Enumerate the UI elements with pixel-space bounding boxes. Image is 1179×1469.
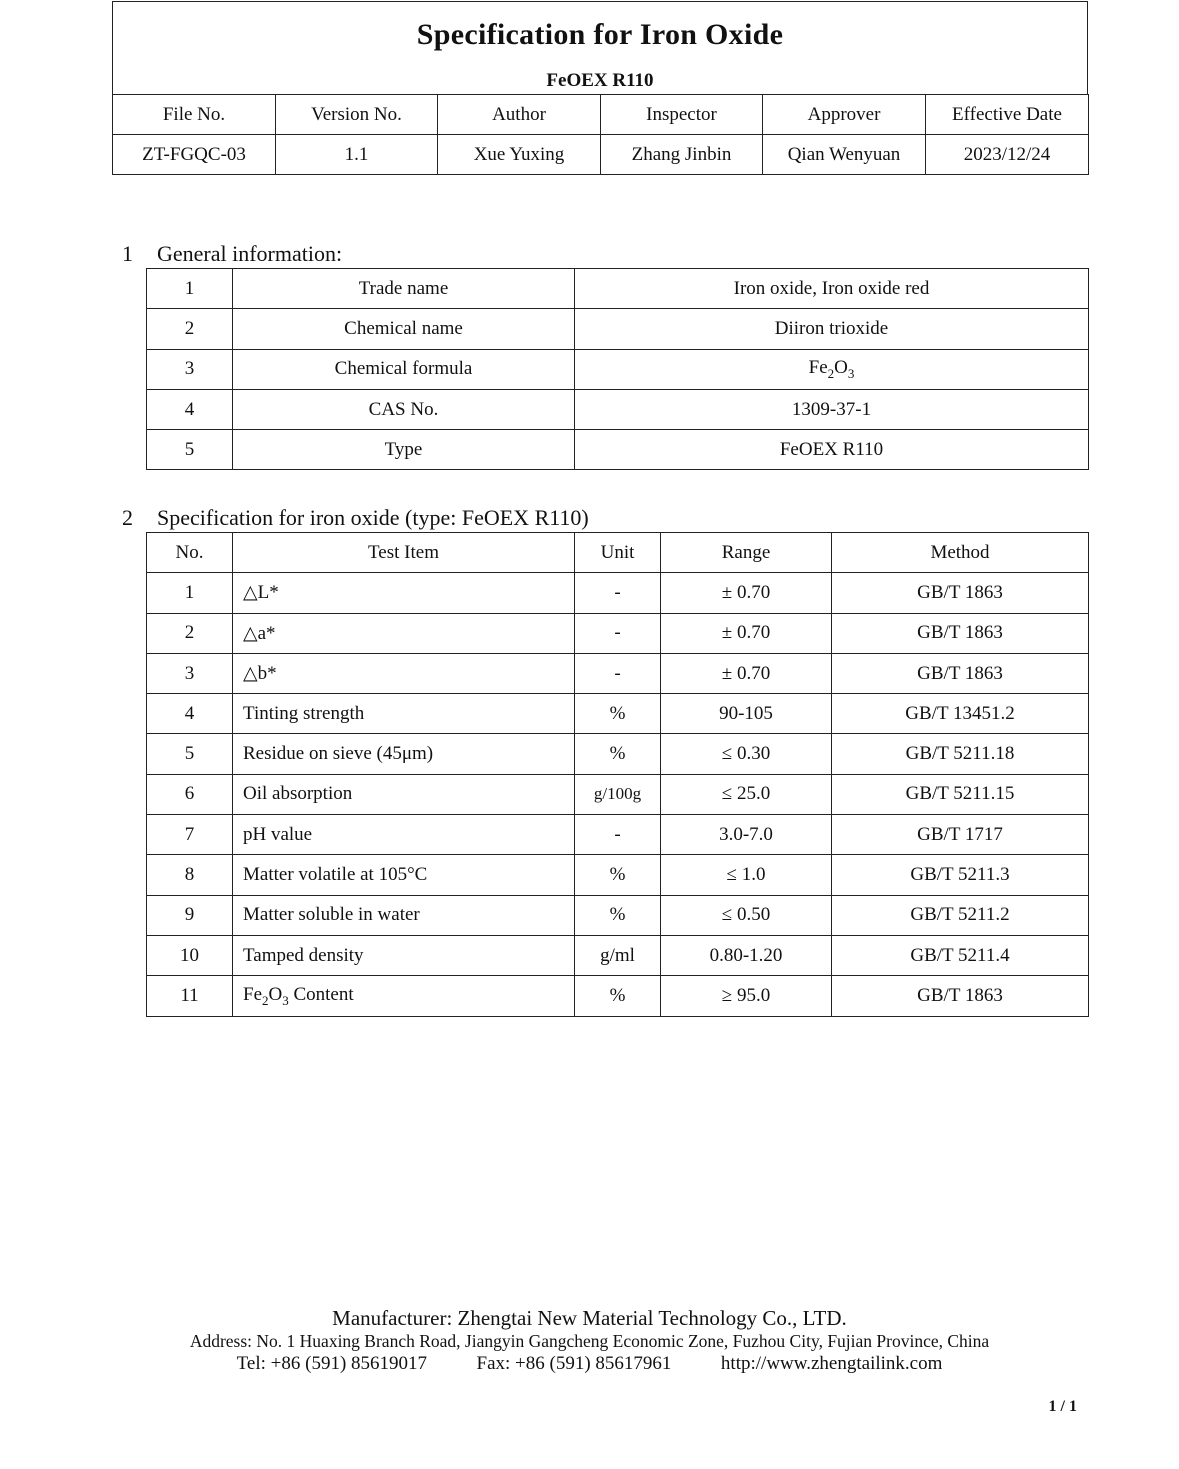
table-row <box>147 895 1089 935</box>
section-2-title: Specification for iron oxide (type: FeOEX R110) <box>157 505 589 530</box>
meta-version-no: 1.1 <box>276 135 438 175</box>
row-number: 5 <box>147 734 233 774</box>
meta-header-row <box>113 95 1089 135</box>
test-item-fe2o3-content <box>233 976 575 1016</box>
test-item: Tamped density <box>233 935 575 975</box>
header-no: No. <box>147 533 233 573</box>
formula-fe: Fe <box>808 356 828 378</box>
meta-value-row <box>113 135 1089 175</box>
row-number: 5 <box>147 430 233 470</box>
document-footer <box>0 1306 1179 1376</box>
general-information-table <box>146 268 1089 470</box>
unit: % <box>575 694 661 734</box>
unit: % <box>575 855 661 895</box>
table-row <box>147 694 1089 734</box>
unit: % <box>575 734 661 774</box>
row-number: 4 <box>147 694 233 734</box>
range: ≤ 1.0 <box>661 855 832 895</box>
header-range: Range <box>661 533 832 573</box>
unit: - <box>575 613 661 653</box>
method: GB/T 1863 <box>832 613 1089 653</box>
info-value: Iron oxide, Iron oxide red <box>575 269 1089 309</box>
specification-table <box>146 532 1089 1017</box>
range: ± 0.70 <box>661 653 832 693</box>
method: GB/T 5211.15 <box>832 774 1089 814</box>
method: GB/T 5211.2 <box>832 895 1089 935</box>
table-row <box>147 976 1089 1016</box>
table-row <box>147 430 1089 470</box>
table-row <box>147 734 1089 774</box>
spec-header-row <box>147 533 1089 573</box>
meta-header-inspector: Inspector <box>601 95 763 135</box>
table-row <box>147 349 1089 389</box>
unit: g/ml <box>575 935 661 975</box>
table-row <box>147 269 1089 309</box>
method: GB/T 5211.4 <box>832 935 1089 975</box>
meta-header-effective-date: Effective Date <box>926 95 1089 135</box>
formula-sub-3: 3 <box>282 992 289 1008</box>
info-value: 1309-37-1 <box>575 389 1089 429</box>
range: ≤ 0.50 <box>661 895 832 935</box>
table-row <box>147 613 1089 653</box>
website-link[interactable]: http://www.zhengtailink.com <box>720 1353 943 1374</box>
range: ± 0.70 <box>661 613 832 653</box>
meta-inspector: Zhang Jinbin <box>601 135 763 175</box>
range: ≤ 0.30 <box>661 734 832 774</box>
meta-header-approver: Approver <box>763 95 926 135</box>
formula-o: O <box>268 983 283 1005</box>
manufacturer-line: Manufacturer: Zhengtai New Material Technology Co., LTD. <box>332 1306 847 1330</box>
info-value: FeOEX R110 <box>575 430 1089 470</box>
test-item: Tinting strength <box>233 694 575 734</box>
row-number: 1 <box>147 573 233 613</box>
row-number: 4 <box>147 389 233 429</box>
range: 90-105 <box>661 694 832 734</box>
method: GB/T 5211.3 <box>832 855 1089 895</box>
document-subtitle: FeOEX R110 <box>546 70 654 91</box>
meta-header-author: Author <box>438 95 601 135</box>
test-item: Residue on sieve (45μm) <box>233 734 575 774</box>
test-item: pH value <box>233 815 575 855</box>
row-number: 11 <box>147 976 233 1016</box>
method: GB/T 1863 <box>832 573 1089 613</box>
test-item: Oil absorption <box>233 774 575 814</box>
info-label: CAS No. <box>233 389 575 429</box>
document-meta-table <box>112 94 1089 175</box>
table-row <box>147 389 1089 429</box>
row-number: 9 <box>147 895 233 935</box>
method: GB/T 5211.18 <box>832 734 1089 774</box>
row-number: 7 <box>147 815 233 855</box>
document-title: Specification for Iron Oxide <box>416 18 784 51</box>
row-number: 3 <box>147 653 233 693</box>
info-label: Trade name <box>233 269 575 309</box>
table-row <box>147 774 1089 814</box>
method: GB/T 1717 <box>832 815 1089 855</box>
header-method: Method <box>832 533 1089 573</box>
address-line: Address: No. 1 Huaxing Branch Road, Jiangyin Gangcheng Economic Zone, Fuzhou City, Fujian Province, China <box>189 1331 990 1351</box>
unit: % <box>575 895 661 935</box>
test-item: Matter soluble in water <box>233 895 575 935</box>
row-number: 2 <box>147 613 233 653</box>
info-label: Chemical name <box>233 309 575 349</box>
meta-effective-date: 2023/12/24 <box>926 135 1089 175</box>
meta-header-file-no: File No. <box>113 95 276 135</box>
meta-file-no: ZT-FGQC-03 <box>113 135 276 175</box>
info-label: Chemical formula <box>233 349 575 389</box>
meta-approver: Qian Wenyuan <box>763 135 926 175</box>
table-row <box>147 815 1089 855</box>
info-value: Diiron trioxide <box>575 309 1089 349</box>
method: GB/T 13451.2 <box>832 694 1089 734</box>
unit: % <box>575 976 661 1016</box>
formula-o: O <box>834 356 848 378</box>
telephone: Tel: +86 (591) 85619017 <box>236 1353 428 1374</box>
test-item: △a* <box>233 613 575 653</box>
range: 0.80-1.20 <box>661 935 832 975</box>
formula-sub-2: 2 <box>827 365 835 381</box>
range: 3.0-7.0 <box>661 815 832 855</box>
chemical-formula-value <box>575 349 1089 389</box>
table-row <box>147 653 1089 693</box>
formula-sub-3: 3 <box>847 365 855 381</box>
range: ± 0.70 <box>661 573 832 613</box>
contact-line <box>0 1352 1179 1376</box>
info-label: Type <box>233 430 575 470</box>
unit: - <box>575 653 661 693</box>
unit: - <box>575 815 661 855</box>
table-row <box>147 309 1089 349</box>
section-2-number: 2 <box>122 505 133 530</box>
row-number: 3 <box>147 349 233 389</box>
row-number: 10 <box>147 935 233 975</box>
formula-fe: Fe <box>243 983 262 1005</box>
page-number: 1 / 1 <box>1048 1398 1077 1415</box>
fax: Fax: +86 (591) 85617961 <box>476 1353 672 1374</box>
row-number: 2 <box>147 309 233 349</box>
unit: - <box>575 573 661 613</box>
row-number: 1 <box>147 269 233 309</box>
range: ≥ 95.0 <box>661 976 832 1016</box>
header-unit: Unit <box>575 533 661 573</box>
method: GB/T 1863 <box>832 976 1089 1016</box>
table-row <box>147 855 1089 895</box>
row-number: 6 <box>147 774 233 814</box>
row-number: 8 <box>147 855 233 895</box>
section-1-title: General information: <box>157 241 343 266</box>
header-test-item: Test Item <box>233 533 575 573</box>
test-item: Matter volatile at 105°C <box>233 855 575 895</box>
meta-author: Xue Yuxing <box>438 135 601 175</box>
method: GB/T 1863 <box>832 653 1089 693</box>
meta-header-version-no: Version No. <box>276 95 438 135</box>
table-row <box>147 935 1089 975</box>
range: ≤ 25.0 <box>661 774 832 814</box>
test-item: △b* <box>233 653 575 693</box>
document-header <box>112 1 1088 95</box>
formula-sub-2: 2 <box>262 992 269 1008</box>
content-label: Content <box>288 983 354 1005</box>
section-1-number: 1 <box>122 241 133 266</box>
test-item: △L* <box>233 573 575 613</box>
unit: g/100g <box>575 774 661 814</box>
table-row <box>147 573 1089 613</box>
